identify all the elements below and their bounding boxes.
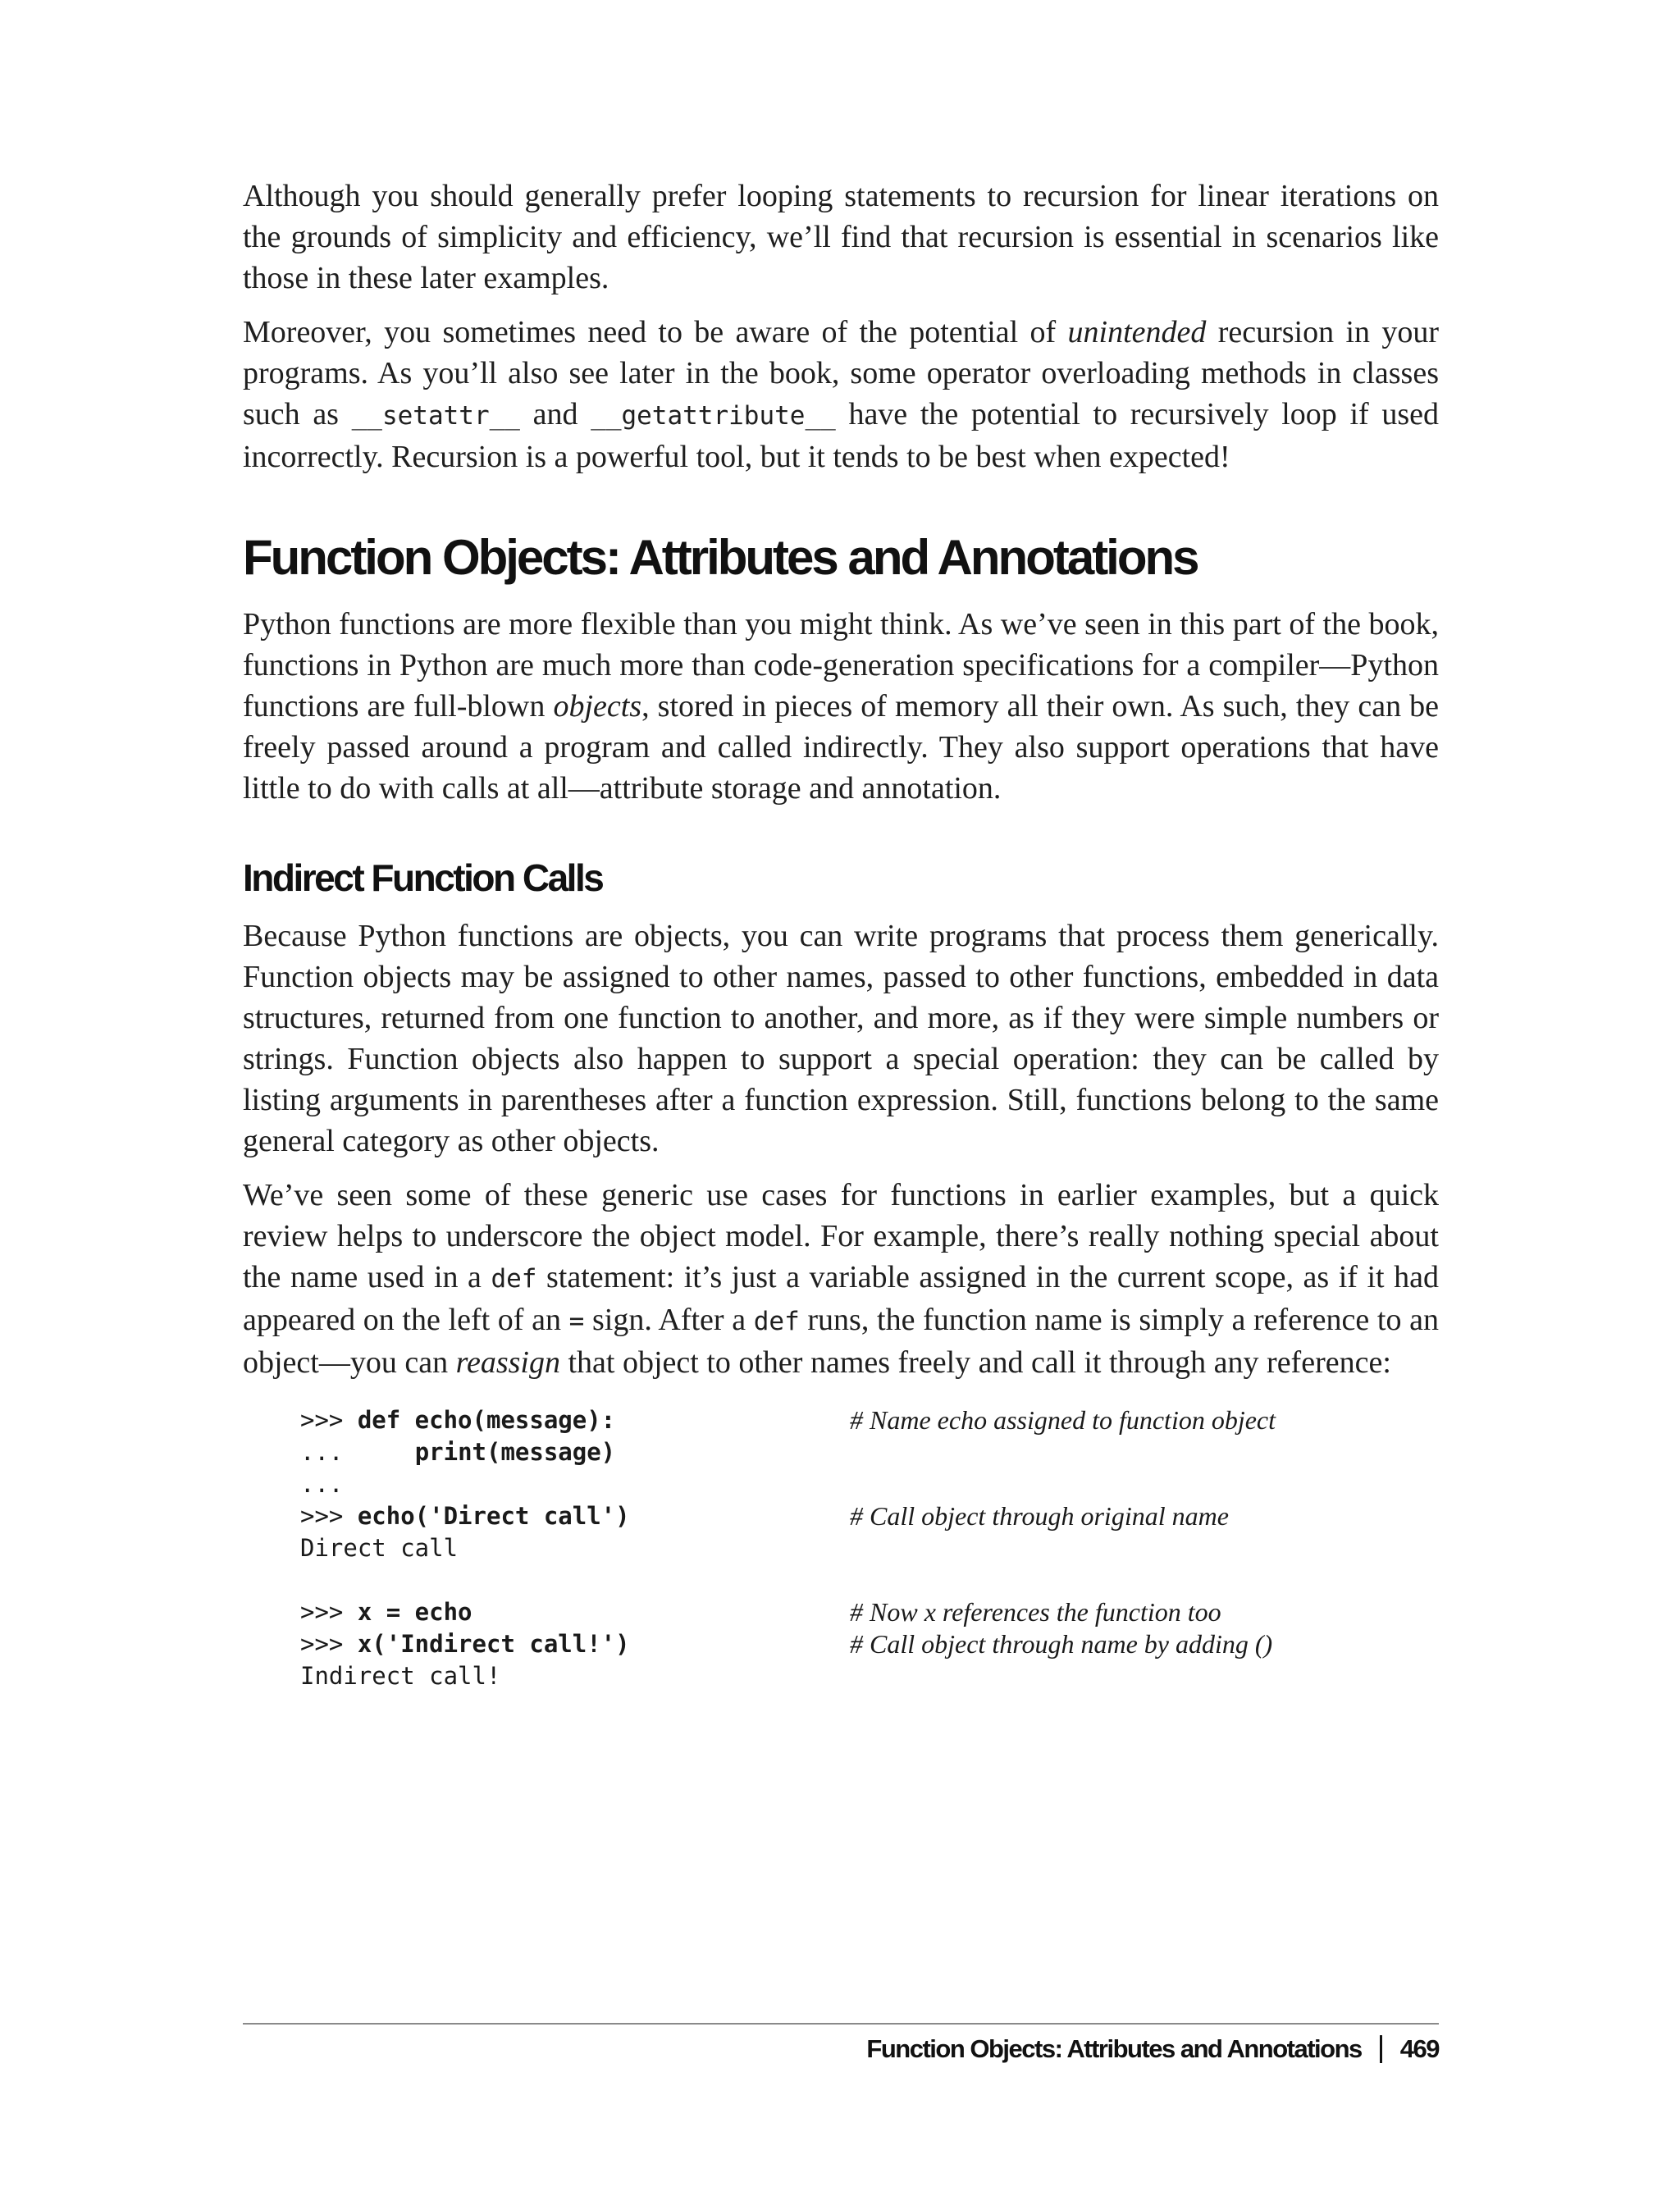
code-line bbox=[300, 1596, 1439, 1628]
code-prompt: >>> bbox=[300, 1406, 358, 1434]
text-run: statement: it’s just a variable assigned in the current scope, as if it had appeared on the left of an bbox=[243, 1260, 1439, 1337]
emphasis-text: unintended bbox=[1067, 315, 1207, 349]
code-input: def echo(message): bbox=[357, 1406, 616, 1434]
inline-code-getattribute: __getattribute__ bbox=[591, 401, 836, 431]
inline-code-equals: = bbox=[568, 1307, 585, 1336]
paragraph-generic-processing: Because Python functions are objects, you can write programs that process them generically. Function objects may be assigned to other names, passed to other functions, embedded in data structures, returned from one function to another, and more, as if they were simple numbers or strings. Function objects also happen to support a special operation: they can be called by listing arguments in parentheses after a function expression. Still, functions belong to the same general category as other objects. bbox=[243, 919, 1439, 1158]
page-footer bbox=[866, 2034, 1439, 2064]
code-line bbox=[300, 1500, 1439, 1532]
code-prompt: ... bbox=[300, 1470, 344, 1498]
paragraph-function-objects bbox=[243, 604, 1439, 809]
code-example bbox=[300, 1404, 1439, 1692]
code-comment: # Call object through original name bbox=[850, 1501, 1229, 1531]
code-prompt: ... bbox=[300, 1438, 415, 1466]
code-input: print(message) bbox=[414, 1438, 616, 1466]
code-line bbox=[300, 1628, 1439, 1660]
code-text bbox=[300, 1564, 850, 1596]
code-output: Indirect call! bbox=[300, 1662, 501, 1690]
code-prompt: >>> bbox=[300, 1598, 358, 1626]
code-text bbox=[300, 1628, 850, 1660]
code-line bbox=[300, 1532, 1439, 1564]
footer-divider bbox=[243, 2023, 1439, 2025]
text-run: Moreover, you sometimes need to be aware of the potential of bbox=[243, 315, 1068, 349]
code-line bbox=[300, 1436, 1439, 1468]
text-run: that object to other names freely and call it through any reference: bbox=[559, 1345, 1391, 1380]
text-run: runs, the function name is simply a reference to an object—you can bbox=[243, 1303, 1440, 1380]
code-text bbox=[300, 1596, 850, 1628]
code-output: Direct call bbox=[300, 1534, 459, 1562]
running-footer-title: Function Objects: Attributes and Annotations bbox=[866, 2034, 1362, 2063]
page-content bbox=[243, 176, 1439, 1692]
code-text bbox=[300, 1404, 850, 1436]
code-text bbox=[300, 1500, 850, 1532]
code-input: x('Indirect call!') bbox=[357, 1630, 630, 1658]
footer-separator bbox=[1380, 2035, 1382, 2063]
code-text bbox=[300, 1468, 850, 1500]
code-line bbox=[300, 1660, 1439, 1692]
text-run: recursion in your programs. As you’ll also see later in the book, some operator overloading methods in classes such as bbox=[243, 315, 1439, 431]
inline-code-def: def bbox=[491, 1264, 537, 1294]
code-line bbox=[300, 1404, 1439, 1436]
text-run: Python functions are more flexible than you might think. As we’ve seen in this part of the book, functions in Python are much more than code-generation specifications for a compiler—Python functions are full-blown bbox=[243, 607, 1439, 724]
text-run: have the potential to recursively loop if used incorrectly. Recursion is a powerful tool, but it tends to be best when expected! bbox=[243, 397, 1439, 474]
code-text bbox=[300, 1436, 850, 1468]
code-input: x = echo bbox=[357, 1598, 472, 1626]
code-prompt: >>> bbox=[300, 1502, 358, 1530]
inline-code-setattr: __setattr__ bbox=[351, 401, 520, 431]
emphasis-text: reassign bbox=[455, 1345, 560, 1380]
paragraph-object-model bbox=[243, 1175, 1439, 1383]
paragraph-recursion-note: Although you should generally prefer looping statements to recursion for linear iterations on the grounds of simplicity and efficiency, we’ll find that recursion is essential in scenarios like those in these later examples. bbox=[243, 179, 1439, 295]
code-line-blank bbox=[300, 1564, 1439, 1596]
inline-code-def: def bbox=[753, 1307, 800, 1336]
text-run: and bbox=[519, 397, 591, 431]
code-input: echo('Direct call') bbox=[357, 1502, 630, 1530]
code-comment: # Name echo assigned to function object bbox=[850, 1405, 1276, 1435]
paragraph-unintended-recursion bbox=[243, 312, 1439, 477]
subsection-heading: Indirect Function Calls bbox=[243, 856, 603, 899]
emphasis-text: objects bbox=[553, 689, 642, 724]
text-run: sign. After a bbox=[584, 1303, 754, 1337]
code-comment: # Now x references the function too bbox=[850, 1597, 1221, 1627]
code-comment: # Call object through name by adding () bbox=[850, 1629, 1273, 1659]
page-number: 469 bbox=[1399, 2034, 1439, 2063]
code-prompt: >>> bbox=[300, 1630, 358, 1658]
text-run: , stored in pieces of memory all their own. As such, they can be freely passed around a program and called indirectly. They also support operations that have little to do with calls at all—attribute storage and annotation. bbox=[243, 689, 1440, 806]
text-run: We’ve seen some of these generic use cases for functions in earlier examples, but a quick review helps to underscore the object model. For example, there’s really nothing special about the name used in a bbox=[243, 1178, 1439, 1294]
code-line bbox=[300, 1468, 1439, 1500]
section-heading: Function Objects: Attributes and Annotations bbox=[243, 530, 1198, 585]
